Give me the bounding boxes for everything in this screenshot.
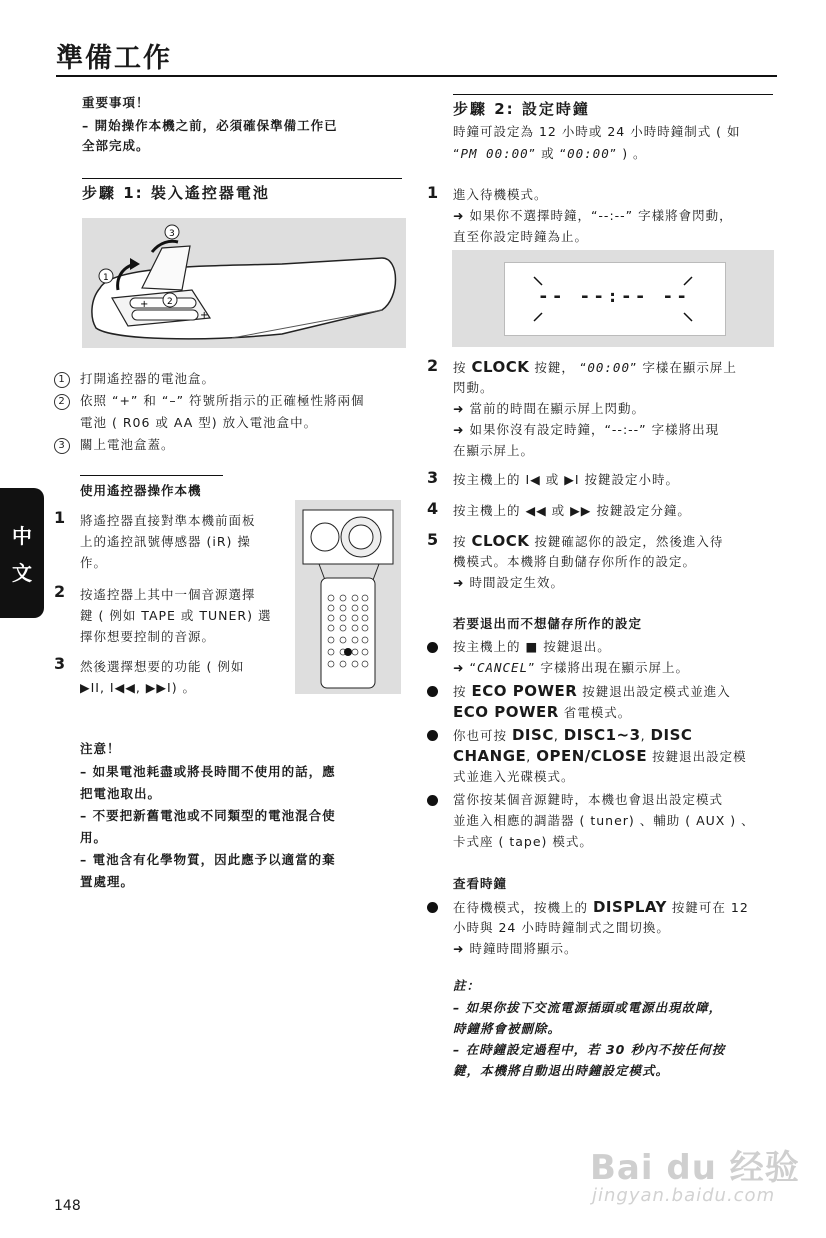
side-tab-char-2: 文 bbox=[12, 561, 32, 585]
clock-step-4-line: 按主機上的 ◀◀ 或 ▶▶ 按鍵設定分鐘。 bbox=[453, 503, 691, 518]
remote-step-1-line-2: 上的遙控訊號傳感器 (iR) 操 bbox=[80, 534, 251, 549]
view-clock-heading: 查看時鐘 bbox=[453, 876, 508, 891]
remote-step-2-line-1: 按遙控器上其中一個音源選擇 bbox=[80, 587, 256, 602]
exit-bullet-3-line-1: 你也可按 DISC, DISC1~3, DISC bbox=[453, 726, 693, 744]
bullet-dot bbox=[427, 642, 438, 653]
view-bullet-line-2: 小時與 24 小時時鐘制式之間切換。 bbox=[453, 920, 670, 935]
note-line-1: – 如果你拔下交流電源插頭或電源出現故障， bbox=[453, 1000, 723, 1015]
caution-line-1: – 如果電池耗盡或將長時間不使用的話，應 bbox=[80, 764, 336, 779]
step2-rule bbox=[453, 94, 773, 95]
note-line-3: – 在時鐘設定過程中，若 30 秒內不按任何按 bbox=[453, 1042, 726, 1057]
step1-rule bbox=[82, 178, 402, 179]
remote-step-number: 1 bbox=[54, 508, 66, 527]
exit-bullet-4-line-2: 並進入相應的調諧器 ( tuner) 、輔助 ( AUX ) 、 bbox=[453, 813, 755, 828]
remote-step-2-line-3: 擇你想要控制的音源。 bbox=[80, 629, 216, 644]
bullet-dot bbox=[427, 730, 438, 741]
battery-item-1: 1 打開遙控器的電池盒。 bbox=[54, 368, 215, 390]
page-number: 148 bbox=[54, 1198, 81, 1214]
item-number-circle: 3 bbox=[54, 438, 70, 454]
clock-step-1-line-2: ➜ 如果你不選擇時鐘，“--:--” 字樣將會閃動， bbox=[453, 208, 733, 223]
remote-step-number: 3 bbox=[54, 654, 66, 673]
clock-step-2-line-2: 閃動。 bbox=[453, 380, 494, 395]
exit-bullet-4-line-3: 卡式座 ( tape) 模式。 bbox=[453, 834, 593, 849]
caution-line-4: 用。 bbox=[80, 830, 108, 845]
battery-item-3: 3 關上電池盒蓋。 bbox=[54, 434, 175, 456]
remote-step-3-line-1: 然後選擇想要的功能 ( 例如 bbox=[80, 659, 245, 674]
caution-heading: 注意！ bbox=[80, 741, 121, 756]
exit-heading: 若要退出而不想儲存所作的設定 bbox=[453, 616, 643, 631]
svg-text:3: 3 bbox=[169, 229, 175, 239]
note-line-2: 時鐘將會被刪除。 bbox=[453, 1021, 562, 1036]
caution-line-2: 把電池取出。 bbox=[80, 786, 162, 801]
caution-line-3: – 不要把新舊電池或不同類型的電池混合使 bbox=[80, 808, 336, 823]
bullet-dot bbox=[427, 686, 438, 697]
remote-step-1-line-1: 將遙控器直接對準本機前面板 bbox=[80, 513, 256, 528]
display-illustration bbox=[452, 250, 774, 347]
exit-bullet-1-line-2: ➜ “CANCEL” 字樣將出現在顯示屏上。 bbox=[453, 660, 690, 675]
clock-step-5-line-2: 機模式。本機將自動儲存你所作的設定。 bbox=[453, 554, 697, 569]
important-line-1: – 開始操作本機之前，必須確保準備工作已 bbox=[82, 118, 338, 133]
remote-step-number: 2 bbox=[54, 582, 66, 601]
clock-step-3-line: 按主機上的 I◀ 或 ▶I 按鍵設定小時。 bbox=[453, 472, 679, 487]
clock-step-5-line-3: ➜ 時間設定生效。 bbox=[453, 575, 564, 590]
bullet-dot bbox=[427, 795, 438, 806]
watermark-logo: Bai du 经验 bbox=[590, 1148, 800, 1188]
exit-bullet-2-line-1: 按 ECO POWER 按鍵退出設定模式並進入 bbox=[453, 682, 731, 700]
exit-bullet-3-line-2: CHANGE, OPEN/CLOSE 按鍵退出設定模 bbox=[453, 747, 747, 765]
clock-step-5-line-1: 按 CLOCK 按鍵確認你的設定，然後進入待 bbox=[453, 532, 724, 550]
note-heading: 註： bbox=[453, 978, 481, 993]
clock-step-2-line-5: 在顯示屏上。 bbox=[453, 443, 535, 458]
clock-step-2-line-1: 按 CLOCK 按鍵， “00:00” 字樣在顯示屏上 bbox=[453, 358, 737, 376]
exit-bullet-3-line-3: 式並進入光碟模式。 bbox=[453, 769, 575, 784]
step2-heading: 步驟 2: 設定時鐘 bbox=[453, 100, 590, 118]
remote-rule bbox=[80, 475, 223, 476]
clock-step-2-line-4: ➜ 如果你沒有設定時鐘，“--:--” 字樣將出現 bbox=[453, 422, 720, 437]
caution-line-5: – 電池含有化學物質，因此應予以適當的棄 bbox=[80, 852, 336, 867]
side-tab-char-1: 中 bbox=[12, 524, 32, 548]
caution-line-6: 置處理。 bbox=[80, 874, 135, 889]
remote-heading: 使用遙控器操作本機 bbox=[80, 483, 202, 498]
page-title: 準備工作 bbox=[56, 43, 172, 74]
exit-bullet-4-line-1: 當你按某個音源鍵時，本機也會退出設定模式 bbox=[453, 792, 724, 807]
display-text: -- --:-- -- bbox=[537, 286, 691, 307]
clock-step-2-line-3: ➜ 當前的時間在顯示屏上閃動。 bbox=[453, 401, 645, 416]
note-line-4: 鍵，本機將自動退出時鐘設定模式。 bbox=[453, 1063, 670, 1078]
remote-step-2-line-2: 鍵 ( 例如 TAPE 或 TUNER) 選 bbox=[80, 608, 272, 623]
battery-illustration bbox=[82, 218, 406, 348]
exit-bullet-2-line-2: ECO POWER 省電模式。 bbox=[453, 703, 632, 721]
clock-step-1-line-3: 直至你設定時鐘為止。 bbox=[453, 229, 589, 244]
bullet-dot bbox=[427, 902, 438, 913]
svg-text:1: 1 bbox=[103, 273, 109, 283]
remote-control-illustration bbox=[295, 500, 401, 694]
remote-step-3-line-2: ▶II, I◀◀, ▶▶I) 。 bbox=[80, 680, 197, 695]
watermark-url: jingyan.baidu.com bbox=[592, 1185, 776, 1206]
battery-item-2: 2 依照 “+” 和 “–” 符號所指示的正確極性將兩個 bbox=[54, 390, 365, 412]
remote-step-1-line-3: 作。 bbox=[80, 555, 108, 570]
svg-text:+: + bbox=[200, 310, 209, 321]
step2-intro-line-1: 時鐘可設定為 12 小時或 24 小時時鐘制式 ( 如 bbox=[453, 124, 741, 139]
svg-text:2: 2 bbox=[167, 297, 173, 307]
language-side-tab bbox=[0, 488, 44, 618]
important-line-2: 全部完成。 bbox=[82, 138, 150, 153]
item-number-circle: 2 bbox=[54, 394, 70, 410]
battery-item-2-cont: 電池 ( R06 或 AA 型) 放入電池盒中。 bbox=[80, 415, 318, 430]
item-number-circle: 1 bbox=[54, 372, 70, 388]
step1-heading: 步驟 1: 裝入遙控器電池 bbox=[82, 184, 270, 202]
view-bullet-line-3: ➜ 時鐘時間將顯示。 bbox=[453, 941, 578, 956]
clock-step-1-line-1: 進入待機模式。 bbox=[453, 187, 548, 202]
important-heading: 重要事項！ bbox=[82, 95, 150, 110]
exit-bullet-1-line-1: 按主機上的 ■ 按鍵退出。 bbox=[453, 639, 611, 654]
step2-intro-line-2: “PM 00:00” 或 “00:00” ) 。 bbox=[453, 146, 647, 161]
svg-text:+: + bbox=[140, 299, 149, 310]
title-rule bbox=[56, 75, 777, 77]
view-bullet-line-1: 在待機模式，按機上的 DISPLAY 按鍵可在 12 bbox=[453, 898, 749, 916]
